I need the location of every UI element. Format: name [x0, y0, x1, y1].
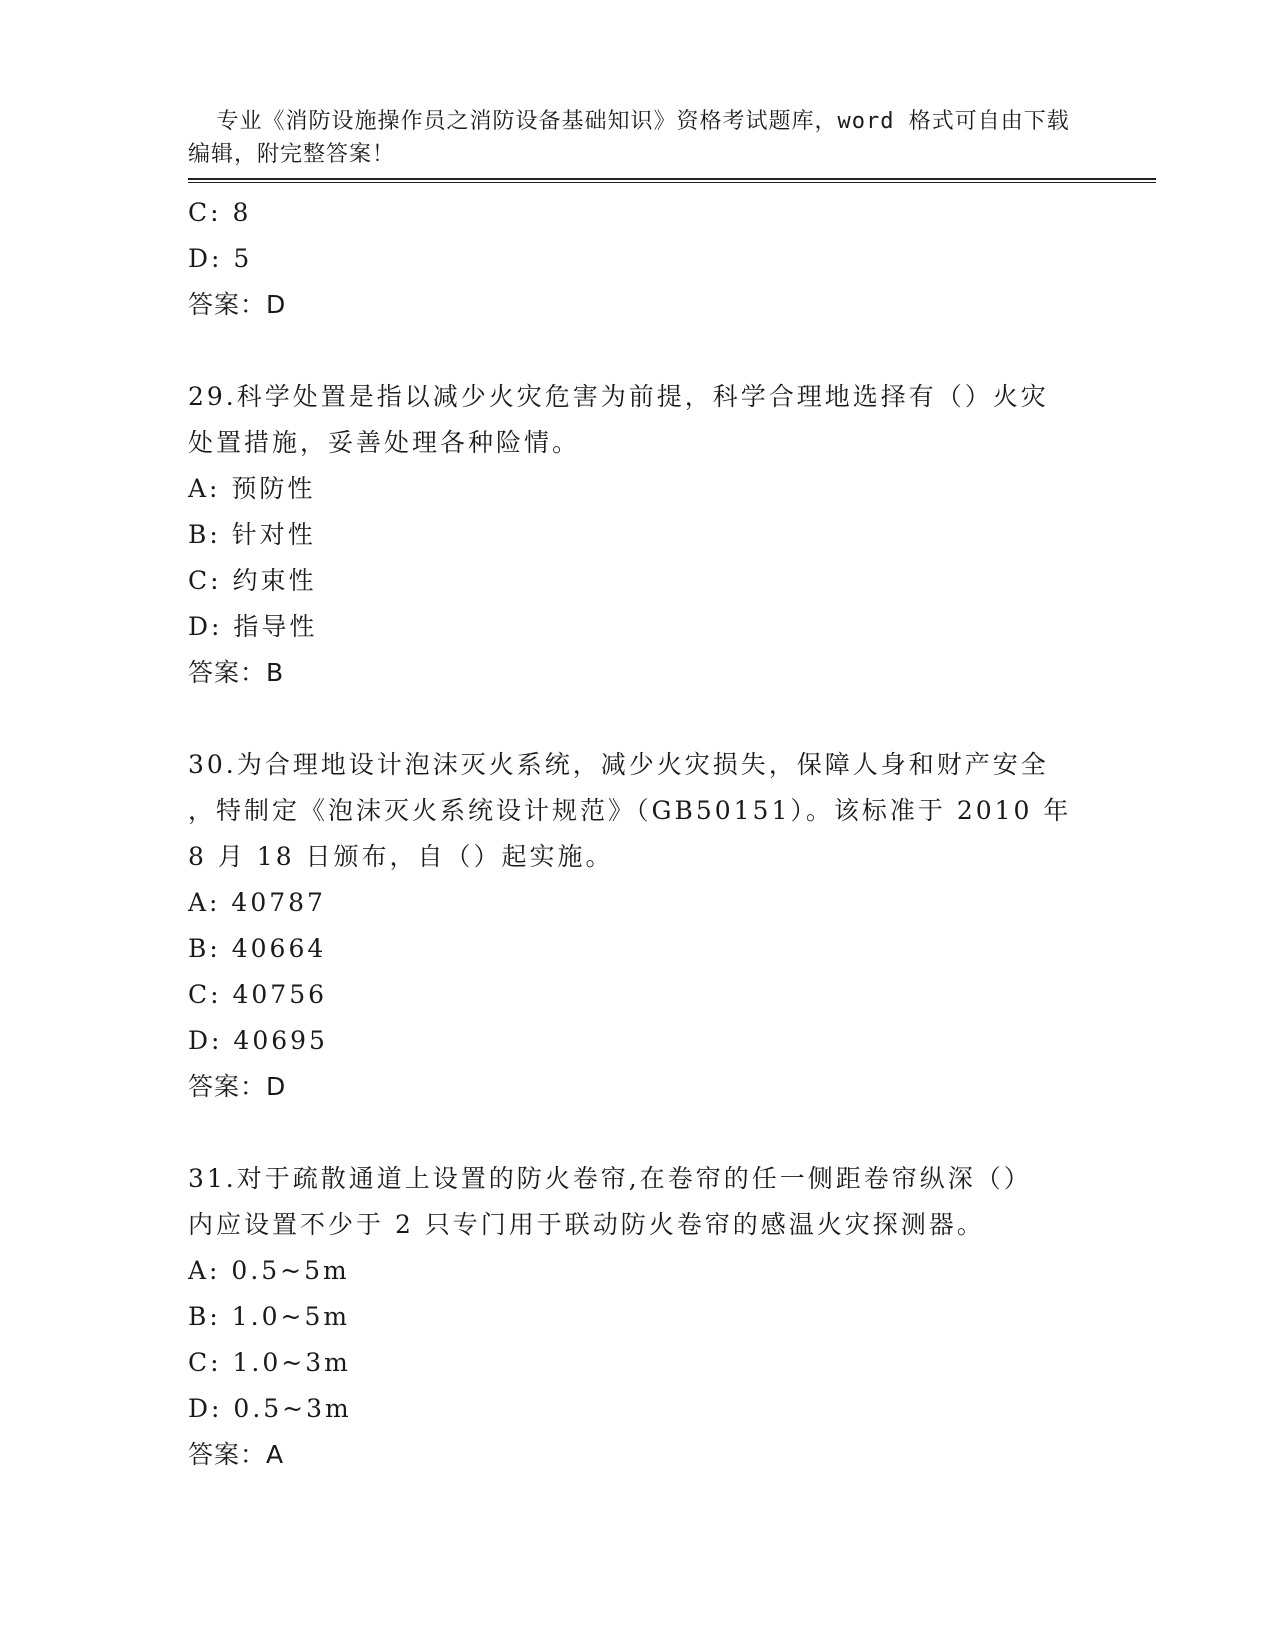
- question-stem-line: 30.为合理地设计泡沫灭火系统，减少火灾损失，保障人身和财产安全: [188, 750, 1049, 779]
- option-a: A: 40787: [188, 888, 326, 917]
- header-divider: [188, 178, 1156, 183]
- question-stem-line: 29.科学处置是指以减少火灾危害为前提，科学合理地选择有（）火灾: [188, 382, 1049, 411]
- question-stem-line: 内应设置不少于 2 只专门用于联动防火卷帘的感温火灾探测器。: [188, 1210, 985, 1239]
- answer-line: 答案：D: [188, 290, 287, 319]
- question-stem-line: ，特制定《泡沫灭火系统设计规范》（GB50151）。该标准于 2010 年: [188, 796, 1072, 825]
- answer-line: 答案：A: [188, 1440, 285, 1469]
- spacer: [188, 1110, 1088, 1156]
- question-stem-line: 31.对于疏散通道上设置的防火卷帘,在卷帘的任一侧距卷帘纵深（）: [188, 1164, 1032, 1193]
- question-30: [188, 742, 1088, 1110]
- option-d: D: 0.5~3m: [188, 1394, 352, 1423]
- spacer: [188, 328, 1088, 374]
- option-a: A: 预防性: [188, 474, 316, 503]
- option-b: B: 针对性: [188, 520, 316, 549]
- answer-line: 答案：D: [188, 1072, 287, 1101]
- header-title: 专业《消防设施操作员之消防设备基础知识》资格考试题库，word 格式可自由下载编辑，附完整答案！: [188, 109, 1070, 167]
- option-d: D: 5: [188, 244, 253, 273]
- option-c: C: 约束性: [188, 566, 317, 595]
- option-c: C: 8: [188, 198, 252, 227]
- option-c: C: 40756: [188, 980, 328, 1009]
- answer-line: 答案：B: [188, 658, 285, 687]
- document-header: [188, 72, 1088, 171]
- question-stem-line: 处置措施，妥善处理各种险情。: [188, 428, 581, 457]
- option-b: B: 1.0~5m: [188, 1302, 351, 1331]
- question-31: [188, 1156, 1088, 1478]
- option-d: D: 40695: [188, 1026, 328, 1055]
- option-b: B: 40664: [188, 934, 327, 963]
- option-d: D: 指导性: [188, 612, 318, 641]
- option-a: A: 0.5~5m: [188, 1256, 350, 1285]
- option-c: C: 1.0~3m: [188, 1348, 351, 1377]
- spacer: [188, 696, 1088, 742]
- question-stem-line: 8 月 18 日颁布，自（）起实施。: [188, 842, 614, 871]
- question-content: [188, 190, 1088, 1478]
- question-29: [188, 374, 1088, 696]
- continuation-block: [188, 190, 1088, 328]
